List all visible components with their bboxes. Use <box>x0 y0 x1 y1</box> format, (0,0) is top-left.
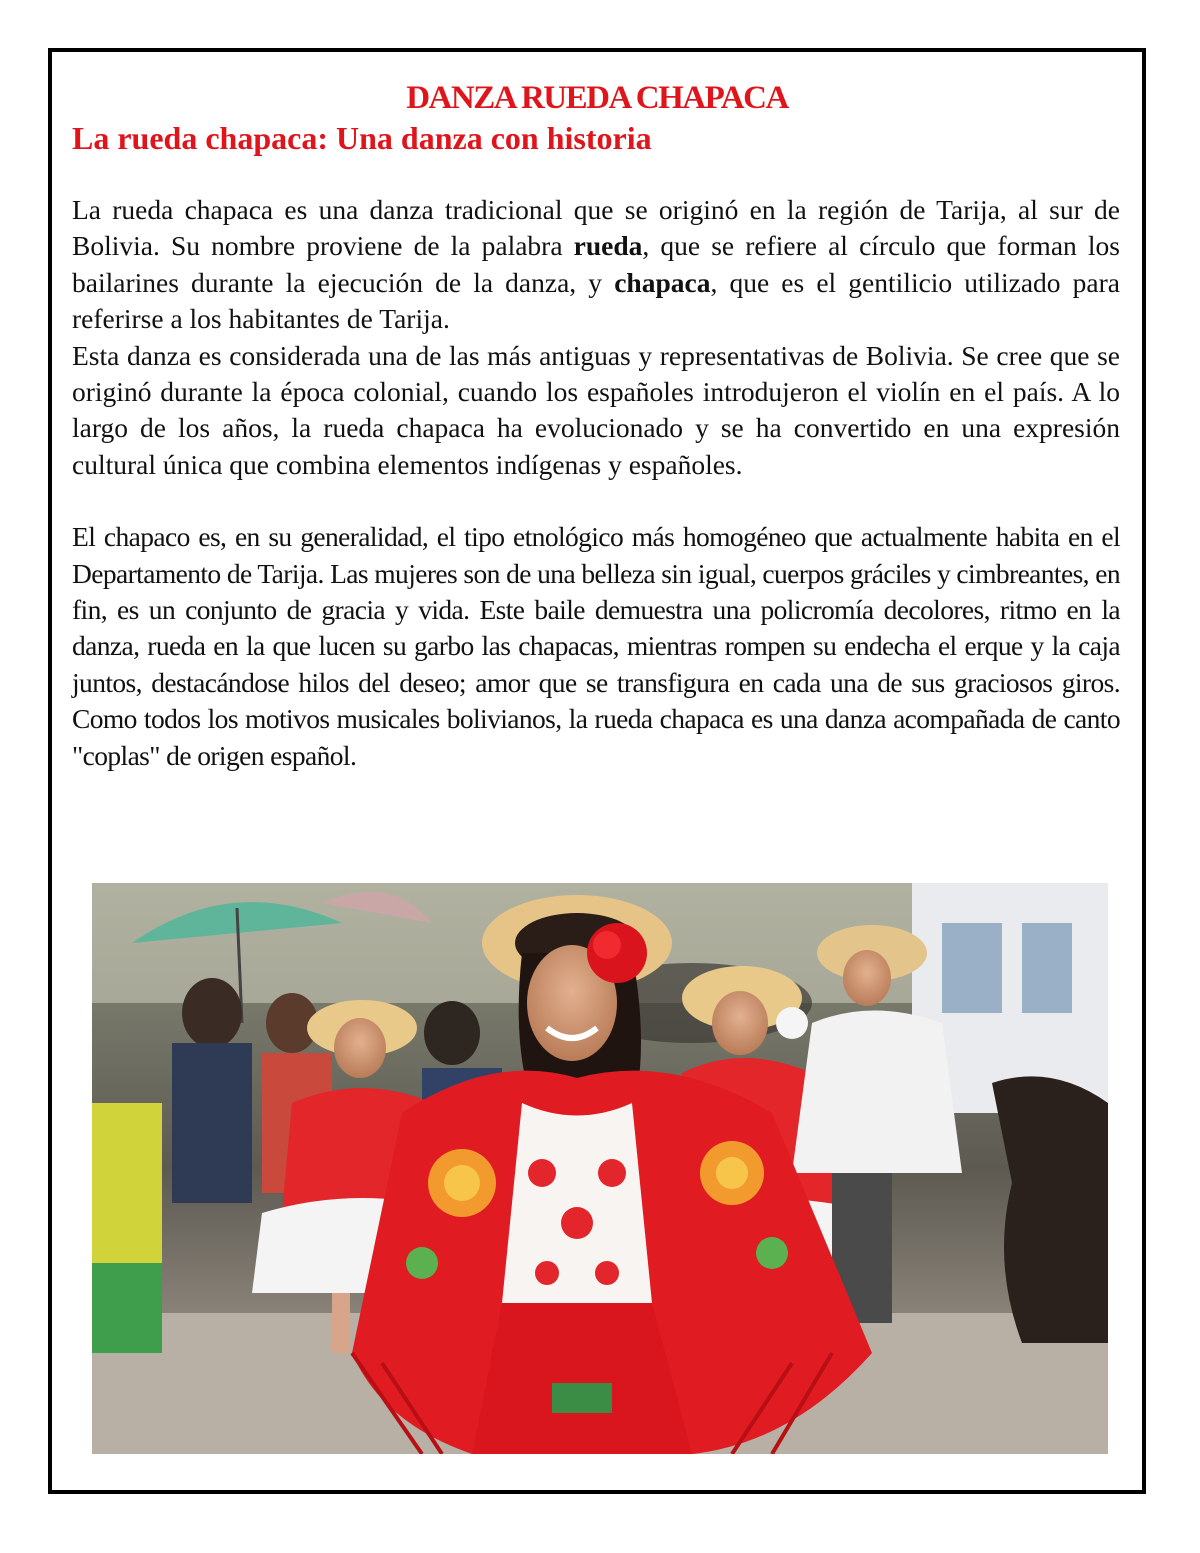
page-subtitle: La rueda chapaca: Una danza con historia <box>72 120 652 156</box>
paragraph-origin <box>72 192 1120 338</box>
dancers-photo <box>92 883 1108 1454</box>
bold-term-rueda: rueda <box>573 230 643 262</box>
page-border <box>48 48 1146 1494</box>
paragraph-history: Esta danza es considerada una de las más antiguas y representativas de Bolivia. Se cree que se originó durante la época colonial, cuando los españoles introdujeron el violín en el país. A lo largo de los años, la rueda chapaca ha evolucionado y se ha convertido en una expresión cultural única que combina elementos indígenas y españoles. <box>72 339 1120 480</box>
text-run: , que es el gentilicio utilizado para referirse a los habitantes de Tarija. <box>72 266 1120 335</box>
article-body <box>72 192 1120 774</box>
bold-term-chapaca: chapaca <box>614 266 711 298</box>
text-run: La rueda chapaca es una danza tradicional que se originó en la región de Tarija, al sur de Bolivia. Su nombre proviene de la palabra <box>72 194 1120 262</box>
text-run: , que se refiere al círculo que forman los bailarines durante la ejecución de la danza, y <box>72 230 1120 298</box>
page-title: DANZA RUEDA CHAPACA <box>406 80 788 116</box>
paragraph-description: El chapaco es, en su generalidad, el tipo etnológico más homogéneo que actualmente habita en el Departamento de Tarija. Las mujeres son de una belleza sin igual, cuerpos gráciles y cimbreantes, en fin, es un conjunto de gracia y vida. Este baile demuestra una policromía decolores, ritmo en la danza, rueda en la que lucen su garbo las chapacas, mientras rompen su endecha el erque y la caja juntos, destacándose hilos del deseo; amor que se transfigura en cada una de sus graciosos giros. Como todos los motivos musicales bolivianos, la rueda chapaca es una danza acompañada de canto "coplas" de origen español. <box>72 521 1120 771</box>
